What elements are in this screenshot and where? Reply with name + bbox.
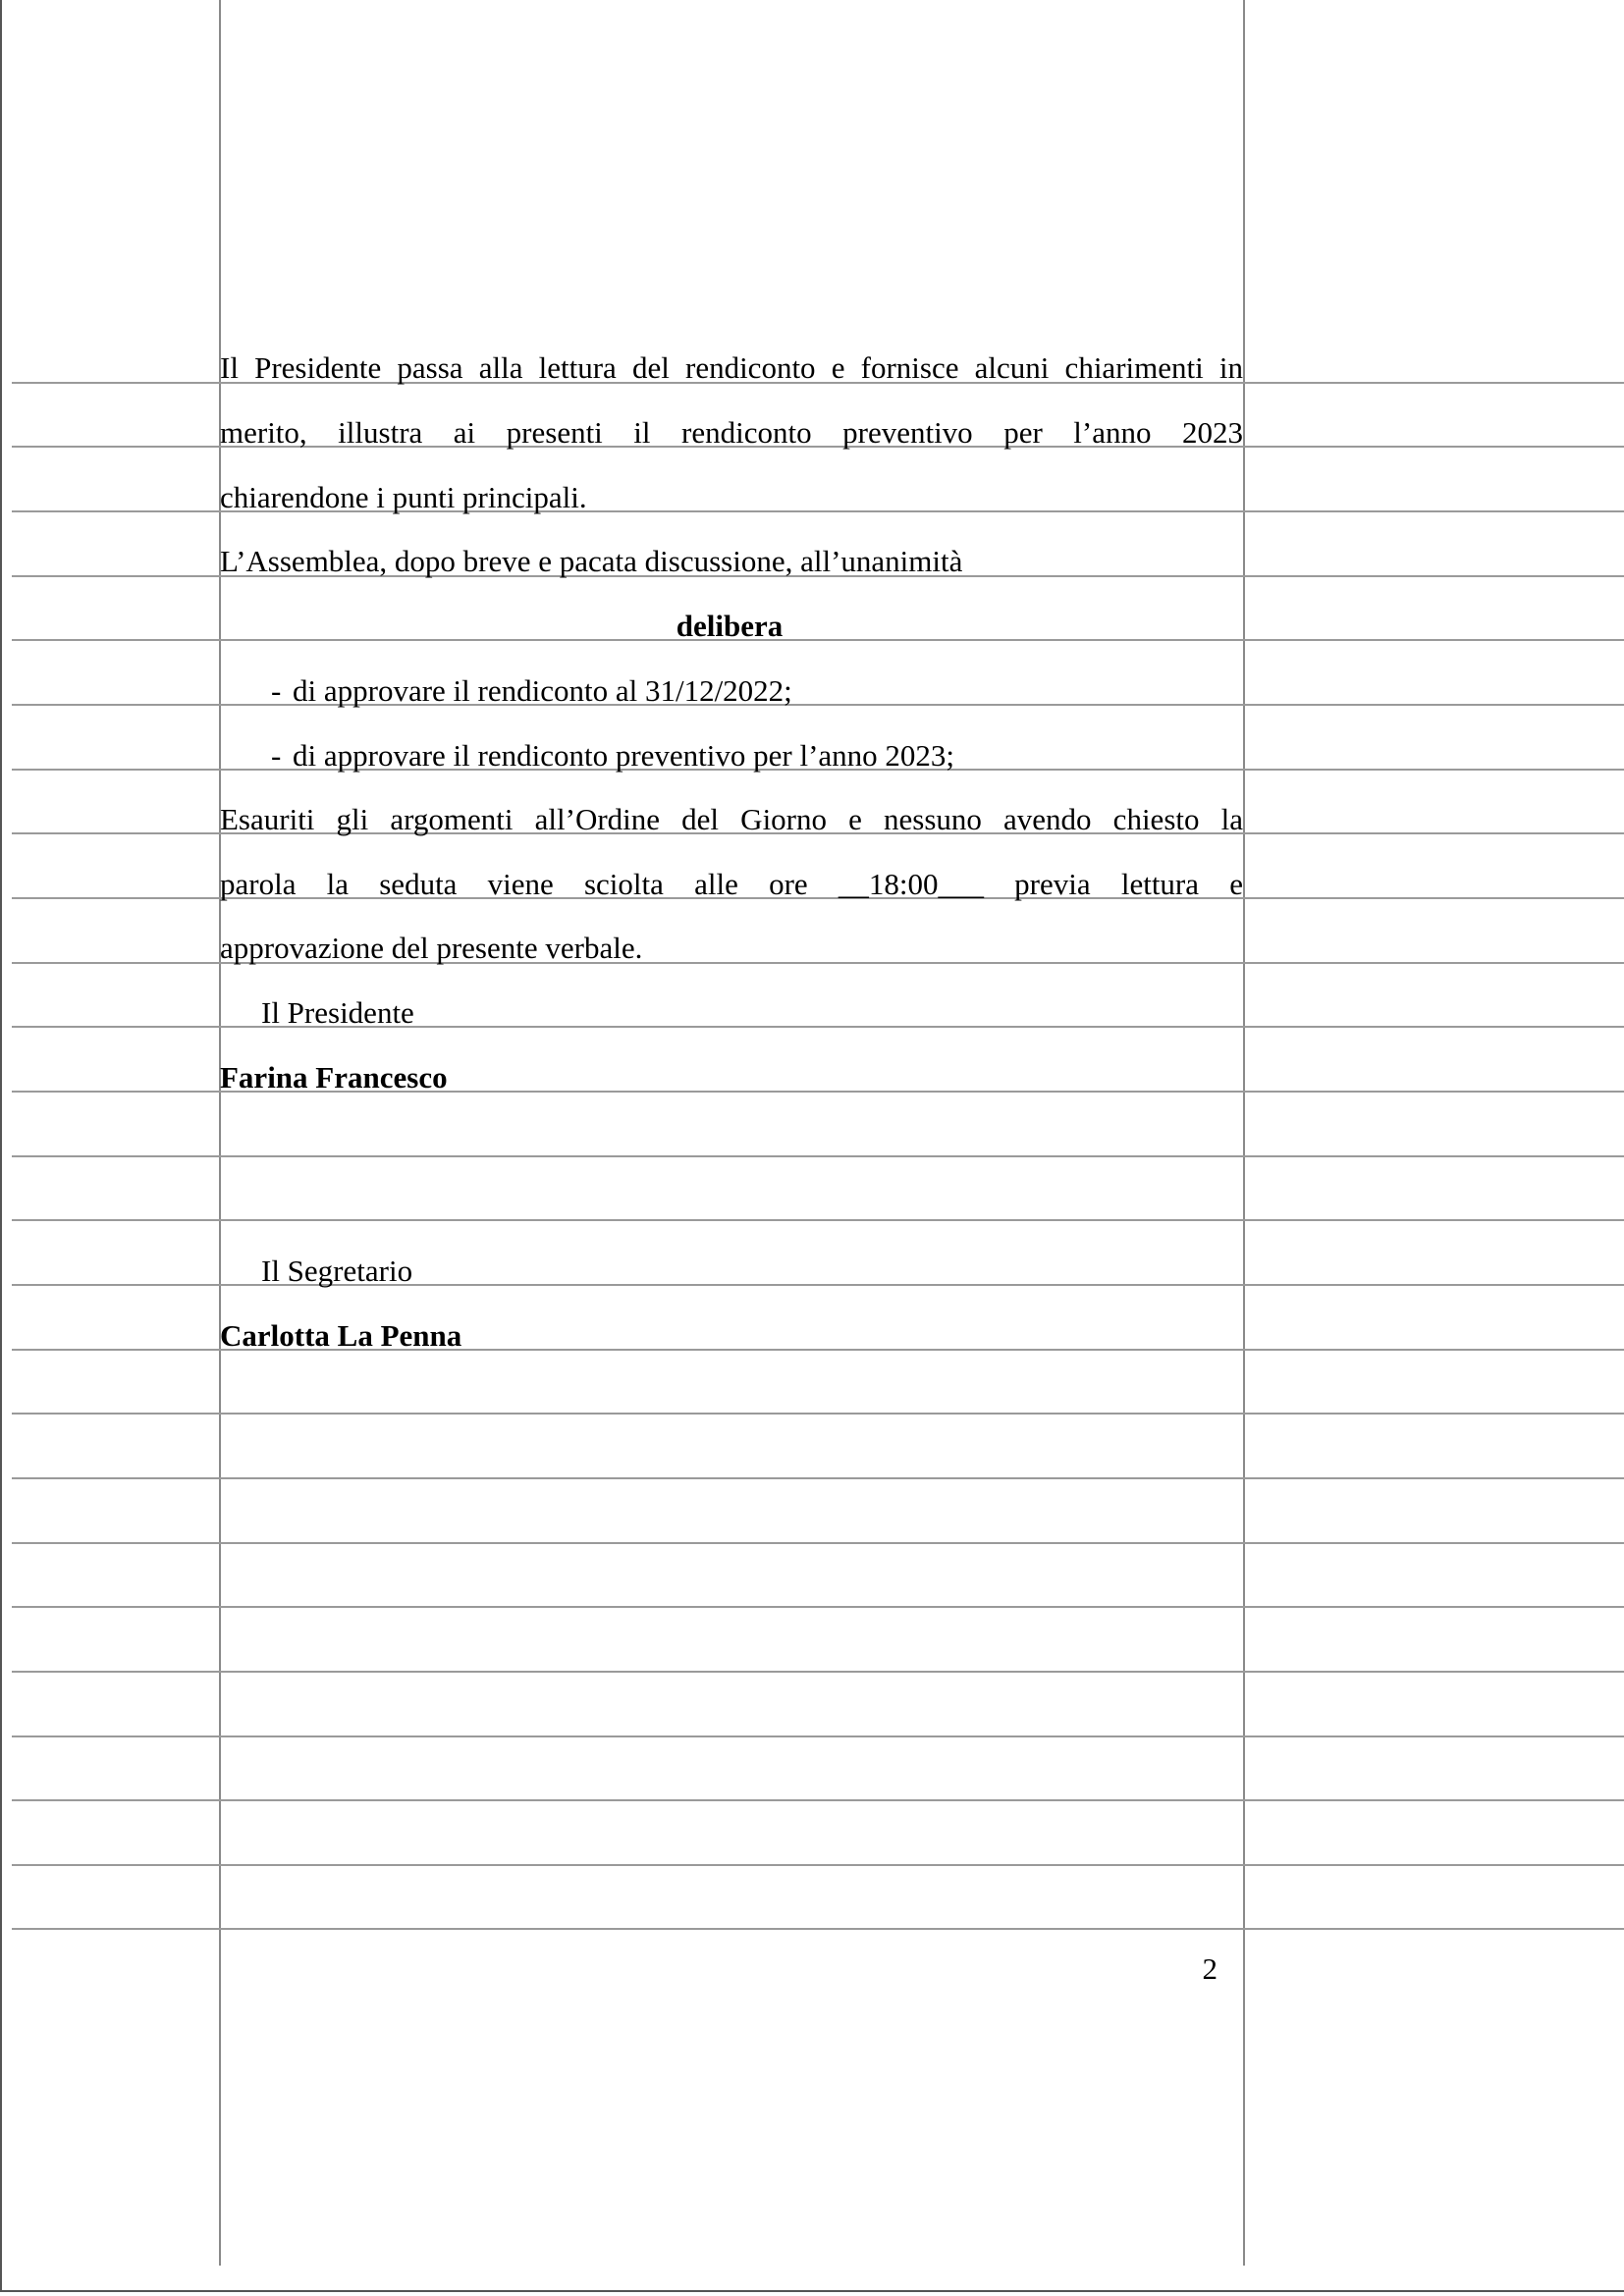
resolution-text: di approvare il rendiconto al 31/12/2022;: [293, 673, 792, 708]
ruled-line: [12, 1928, 1624, 1930]
closing-line: Esauriti gli argomenti all’Ordine del Giorno e nessuno avendo chiesto la: [220, 802, 1243, 836]
president-name: Farina Francesco: [220, 1060, 448, 1095]
page-number: 2: [1202, 1951, 1218, 1986]
right-margin-rule: [1243, 0, 1245, 2266]
bullet-dash: -: [271, 673, 282, 708]
ruled-line: [12, 1799, 1624, 1801]
paragraph-line: merito, illustra ai presenti il rendiconto preventivo per l’anno 2023: [220, 415, 1243, 450]
ruled-line: [12, 1864, 1624, 1866]
ruled-line: [12, 1413, 1624, 1415]
resolution-item: [220, 736, 1243, 775]
bullet-dash: -: [271, 738, 282, 773]
secretary-name: Carlotta La Penna: [220, 1318, 462, 1353]
ruled-line: [12, 1155, 1624, 1157]
ruled-line: [12, 1477, 1624, 1479]
resolution-item: [220, 671, 1243, 711]
closing-line: approvazione del presente verbale.: [220, 931, 643, 965]
president-title: Il Presidente: [261, 995, 414, 1030]
assembly-statement: L’Assemblea, dopo breve e pacata discussione, all’unanimità: [220, 544, 963, 578]
ruled-line: [12, 1671, 1624, 1673]
left-margin-rule: [219, 0, 221, 2266]
ruled-line: [12, 1219, 1624, 1221]
delibera-heading: delibera: [676, 609, 784, 643]
closing-line: parola la seduta viene sciolta alle ore __18:00___ previa lettura e: [220, 867, 1243, 901]
paragraph-line: chiarendone i punti principali.: [220, 480, 587, 514]
resolution-text: di approvare il rendiconto preventivo per l’anno 2023;: [293, 738, 955, 773]
ruled-line: [12, 1606, 1624, 1608]
paragraph-line: Il Presidente passa alla lettura del rendiconto e fornisce alcuni chiarimenti in: [220, 350, 1243, 385]
secretary-title: Il Segretario: [261, 1254, 413, 1288]
ruled-line: [12, 1735, 1624, 1737]
ruled-line: [12, 1542, 1624, 1544]
